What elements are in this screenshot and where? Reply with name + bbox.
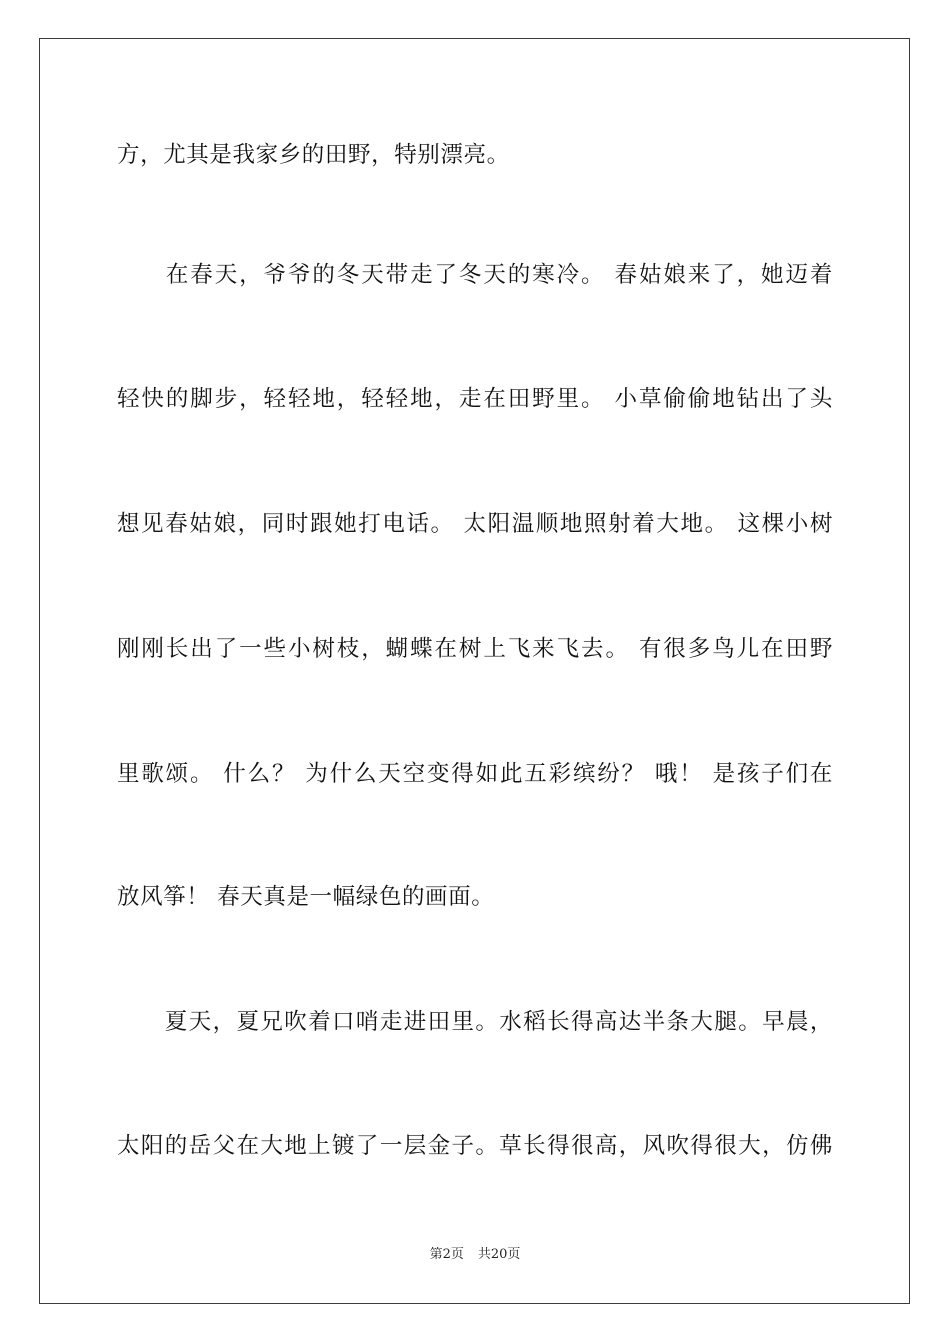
page-number: 第2页: [429, 1247, 464, 1262]
text-line-2: 在春天，爷爷的冬天带走了冬天的寒冷。 春姑娘来了，她迈着: [117, 262, 833, 288]
total-pages: 共20页: [477, 1247, 521, 1262]
text-line-9: 太阳的岳父在大地上镀了一层金子。草长得很高，风吹得很大，仿佛: [117, 1133, 833, 1159]
page-frame: [39, 38, 910, 1304]
text-line-8: 夏天，夏兄吹着口哨走进田里。水稻长得高达半条大腿。早晨，: [117, 1009, 833, 1035]
text-line-3: 轻快的脚步，轻轻地，轻轻地，走在田野里。 小草偷偷地钻出了头: [117, 386, 833, 412]
text-line-4: 想见春姑娘，同时跟她打电话。 太阳温顺地照射着大地。 这棵小树: [117, 511, 833, 537]
text-line-7: 放风筝！ 春天真是一幅绿色的画面。: [117, 884, 495, 910]
page-footer: [0, 1246, 950, 1264]
text-line-5: 刚刚长出了一些小树枝，蝴蝶在树上飞来飞去。 有很多鸟儿在田野: [117, 636, 833, 662]
text-line-6: 里歌颂。 什么？ 为什么天空变得如此五彩缤纷？ 哦！ 是孩子们在: [117, 761, 833, 787]
text-line-1: 方，尤其是我家乡的田野，特别漂亮。: [117, 142, 510, 168]
